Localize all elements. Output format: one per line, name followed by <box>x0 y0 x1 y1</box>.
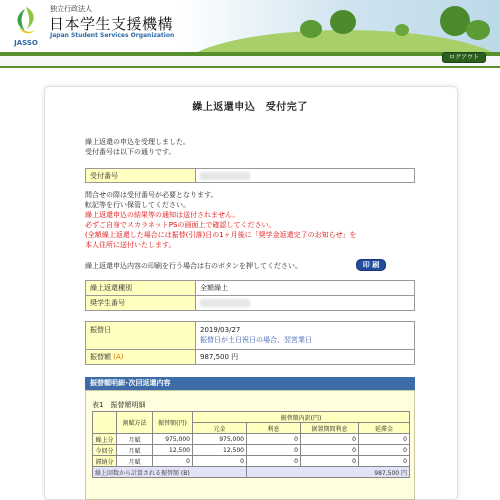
receipt-value <box>196 169 415 183</box>
row-method: 月賦 <box>117 456 153 467</box>
table-row <box>93 434 410 445</box>
row-deferred-interest: 0 <box>301 434 359 445</box>
redacted-value <box>200 299 250 307</box>
row-amount: 0 <box>153 456 193 467</box>
nav-bottom-bar <box>0 66 500 68</box>
transfer-amount-label-cell <box>86 350 196 365</box>
print-button[interactable]: 印 刷 <box>356 259 386 271</box>
org-type: 独立行政法人 <box>50 5 92 13</box>
row-late-fee: 0 <box>359 434 410 445</box>
student-no-label: 奨学生番号 <box>86 296 196 311</box>
warning-line: 繰上返還申込の結果等の通知は送付されません。 <box>85 211 240 219</box>
row-label: 今回分 <box>93 445 117 456</box>
header-method: 割賦方法 <box>117 412 153 434</box>
nav-bar <box>0 56 500 66</box>
transfer-amount-label: 振替額 <box>90 353 111 361</box>
repay-type-label: 繰上返還種別 <box>86 281 196 296</box>
warning-line: (全額繰上返還した場合には振替(引落)日の1ヶ月後に「奨学金返還完了のお知らせ」を <box>85 231 357 239</box>
warning-line: 本人住所に送付いたします。 <box>85 241 176 249</box>
breakdown-section-header: 振替額明細･次回返還内容 <box>85 377 415 390</box>
jasso-logo-icon <box>5 3 47 48</box>
tree-decoration <box>300 20 322 38</box>
transfer-amount-value: 987,500 円 <box>196 350 415 365</box>
org-name: 日本学生支援機構 <box>49 15 174 33</box>
header-breakdown-group: 振替額内訳(円) <box>193 412 410 423</box>
transfer-date-value: 2019/03/27 <box>200 326 241 334</box>
row-label: 滞納分 <box>93 456 117 467</box>
warning-line: 必ずご自身でスカラネットPSの画面上で確認してください。 <box>85 221 276 229</box>
header-principal: 元金 <box>193 423 247 434</box>
redacted-value <box>200 172 250 180</box>
tree-decoration <box>395 24 409 36</box>
page-title: 繰上返還申込 受付完了 <box>192 102 308 113</box>
tree-decoration <box>330 10 356 34</box>
row-late-fee: 0 <box>359 445 410 456</box>
receipt-label: 受付番号 <box>86 169 196 183</box>
transfer-date-label: 振替日 <box>86 322 196 350</box>
student-no-value <box>196 296 415 311</box>
site-header <box>0 0 500 52</box>
intro-line-1: 繰上返還の申込を受理しました。 <box>85 138 190 146</box>
note-line: 転記等を行い保管してください。 <box>85 201 190 209</box>
intro-line-2: 受付番号は以下の通りです。 <box>85 148 176 156</box>
table-row <box>93 456 410 467</box>
row-deferred-interest: 0 <box>301 445 359 456</box>
repay-info-table <box>85 280 415 311</box>
tree-decoration <box>466 20 490 40</box>
row-principal: 975,000 <box>193 434 247 445</box>
row-interest: 0 <box>247 434 301 445</box>
transfer-date-cell <box>196 322 415 350</box>
header-interest: 利息 <box>247 423 301 434</box>
row-interest: 0 <box>247 445 301 456</box>
org-name-en: Japan Student Services Organization <box>50 32 175 39</box>
header-blank <box>93 412 117 434</box>
breakdown-table <box>92 411 410 478</box>
row-label: 繰上分 <box>93 434 117 445</box>
row-principal: 12,500 <box>193 445 247 456</box>
row-principal: 0 <box>193 456 247 467</box>
breakdown-table-title: 表1 振替額明細 <box>92 401 146 409</box>
row-late-fee: 0 <box>359 456 410 467</box>
print-instruction: 繰上返還申込内容の印刷を行う場合は右のボタンを押してください。 <box>85 262 302 270</box>
row-method: 月賦 <box>117 445 153 456</box>
row-interest: 0 <box>247 456 301 467</box>
table-row <box>93 445 410 456</box>
logo-wordmark: JASSO <box>14 39 38 47</box>
row-amount: 975,000 <box>153 434 193 445</box>
header-amount: 振替額(円) <box>153 412 193 434</box>
transfer-amount-marker: (A) <box>113 353 124 361</box>
header-deferred-interest: 据置期間利息 <box>301 423 359 434</box>
repay-type-value: 全額繰上 <box>196 281 415 296</box>
row-deferred-interest: 0 <box>301 456 359 467</box>
note-line: 問合せの際は受付番号が必要となります。 <box>85 191 218 199</box>
logout-button[interactable]: ログアウト <box>442 52 486 63</box>
total-value: 987,500 円 <box>247 467 410 478</box>
total-row <box>93 467 410 478</box>
row-amount: 12,500 <box>153 445 193 456</box>
receipt-table <box>85 168 415 183</box>
total-label: 繰上回数から計算される振替額 (B) <box>93 467 247 478</box>
transfer-table <box>85 321 415 365</box>
transfer-date-note: 振替日が土日祝日の場合、翌営業日 <box>200 336 312 344</box>
header-late-fee: 延滞金 <box>359 423 410 434</box>
row-method: 月賦 <box>117 434 153 445</box>
